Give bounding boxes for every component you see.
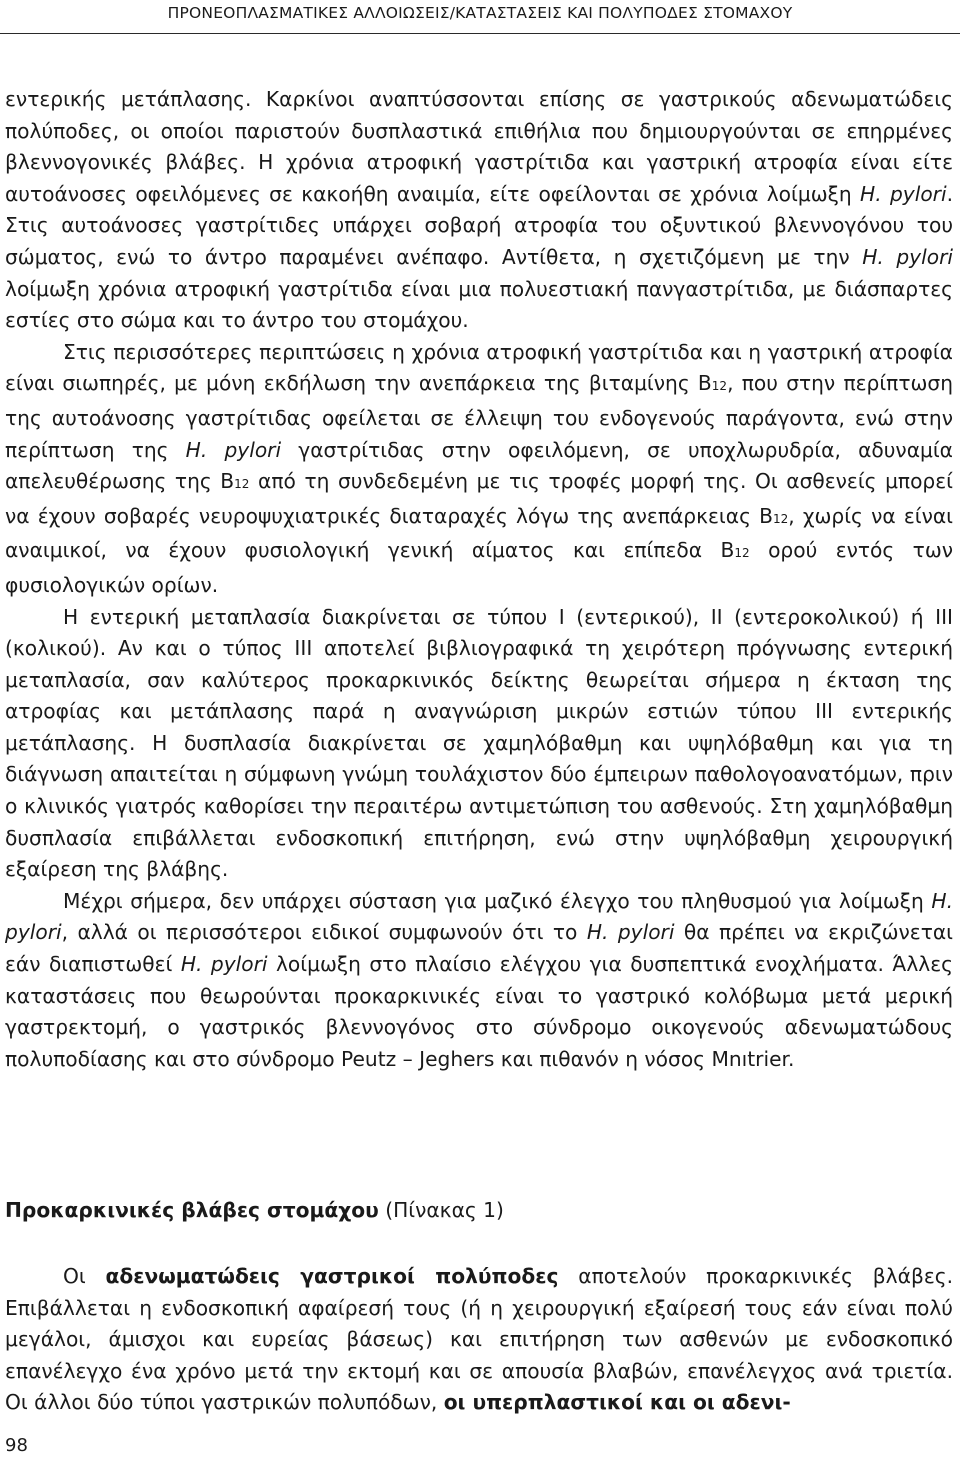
italic-term: H. pylori: [860, 181, 947, 206]
text-run: Οι: [63, 1264, 106, 1288]
text-run: από τη συνδεδεμένη με τις τροφές μορφή της. Οι ασθενείς μπορεί να έχουν σοβαρές νευροψυχιατρικές διαταραχές λόγω της ανεπάρκειας Β: [5, 469, 953, 528]
paragraph-3: Η εντερική μεταπλασία διακρίνεται σε τύπου Ι (εντερικού), ΙΙ (εντεροκολικού) ή ΙΙΙ (κολικού). Αν και ο τύπος ΙΙΙ αποτελεί βιβλιογραφικά τη χειρότερη πρόγνωσης εντερική μεταπλασία, σαν καλύτερος προκαρκινικός δείκτης θεωρείται σήμερα η έκταση της ατροφίας και μετάπλασης παρά η αναγνώριση μικρών εστιών τύπου ΙΙΙ εντερικής μετάπλασης. Η δυσπλασία διακρίνεται σε χαμηλόβαθμη και υψηλόβαθμη και για τη διάγνωση απαιτείται η σύμφωνη γνώμη τουλάχιστον δύο έμπειρων παθολογοανατόμων, πριν ο κλινικός γιατρός καθορίσει την περαιτέρω αντιμετώπιση του ασθενούς. Στη χαμηλόβαθμη δυσπλασία επιβάλλεται ενδοσκοπική επιτήρηση, ενώ στην υψηλόβαθμη χειρουργική εξαίρεση της βλάβης.: [5, 604, 953, 882]
text-run: , αλλά οι περισσότεροι ειδικοί συμφωνούν ότι το: [61, 920, 587, 945]
text-run: . Στις αυτοάνοσες γαστρίτιδες υπάρχει σοβαρή ατροφία του οξυντικού βλεννογόνου του σώματος, ενώ το άντρο παραμένει ανέπαφο. Αντίθετα, η σχετιζόμενη με την: [5, 181, 953, 269]
bold-term: οι υπερπλαστικοί και οι αδενι-: [443, 1390, 791, 1415]
paragraph-5: [5, 1261, 953, 1419]
main-text: [5, 84, 953, 1075]
italic-term: H. pylori: [862, 244, 953, 269]
paragraph-2: [5, 337, 953, 602]
page-number: 98: [5, 1435, 28, 1456]
subscript: 12: [234, 477, 250, 492]
italic-term: H. pylori: [586, 920, 675, 945]
text-run: γαστρίτιδας στην οφειλόμενη, σε υποχλωρυδρία, αδυναμία απελευθέρωσης της Β: [5, 437, 953, 494]
text-run: εντερικής μετάπλασης. Καρκίνοι αναπτύσσονται επίσης σε γαστρικούς αδενωματώδεις πολύποδες, οι οποίοι παριστούν δυσπλαστικά επιθήλια που δημιουργούνται σε επηρμένες βλεννογονικές βλάβες. Η χρόνια ατροφική γαστρίτιδα και γαστρική ατροφία είναι είτε αυτοάνοσες οφειλόμενες σε κακοήθη αναιμία, είτε οφείλονται σε χρόνια λοίμωξη: [5, 87, 953, 206]
subscript: 12: [772, 511, 789, 526]
text-run: , που στην περίπτωση της αυτοάνοσης γαστρίτιδας οφείλεται σε έλλειψη του ενδογενούς παράγοντα, ενώ στην περίπτωση της: [5, 371, 953, 462]
text-run: λοίμωξη στο πλαίσιο ελέγχου για δυσπεπτικά ενοχλήματα. Άλλες καταστάσεις που θεωρούνται προκαρκινικές είναι το γαστρικό κολόβωμα μετά μερική γαστρεκτομή, ο γαστρικός βλεννογόνος στο σύνδρομο οικογενούς αδενωματώδους πολυποδίασης και στο σύνδρομο Peutz – Jeghers και πιθανόν η νόσος Mnıtrier.: [5, 952, 953, 1071]
section-heading: [5, 1195, 953, 1227]
text-run: Μέχρι σήμερα, δεν υπάρχει σύσταση για μαζικό έλεγχο του πληθυσμού για λοίμωξη: [63, 888, 932, 913]
heading-bold: Προκαρκινικές βλάβες στομάχου: [5, 1198, 379, 1222]
bold-term: αδενωματώδεις γαστρικοί πολύποδες: [105, 1264, 559, 1288]
paragraph-1: [5, 84, 953, 337]
text-run: αποτελούν προκαρκινικές βλάβες. Επιβάλλεται η ενδοσκοπική αφαίρεσή τους (ή η χειρουργική εξαίρεσή τους εάν είναι πολύ μεγάλοι, άμισχοι και ευρείας βάσεως) και επιτήρηση των ασθενών με ενδοσκοπικό επανέλεγχο ένα χρόνο μετά την εκτομή και σε απουσία βλαβών, επανέλεγχος ανά τριετία. Οι άλλοι δύο τύποι γαστρικών πολυπόδων,: [5, 1264, 954, 1415]
subscript: 12: [711, 379, 728, 394]
header-divider: [0, 33, 960, 34]
text-run: , χωρίς να είναι αναιμικοί, να έχουν φυσιολογική γενική αίματος και επίπεδα Β: [5, 503, 953, 563]
text-run: θα πρέπει να εκριζώνεται εάν διαπιστωθεί: [5, 920, 953, 977]
paragraph-4: [5, 886, 953, 1076]
italic-term: H. pylori: [180, 952, 268, 977]
running-header: ΠΡΟΝΕΟΠΛΑΣΜΑΤΙΚΕΣ ΑΛΛΟΙΩΣΕΙΣ/ΚΑΤΑΣΤΑΣΕΙΣ ΚΑΙ ΠΟΛΥΠΟΔΕΣ ΣΤΟΜΑΧΟΥ: [167, 4, 793, 22]
italic-term: H. pylori: [5, 888, 953, 945]
heading-rest: (Πίνακας 1): [378, 1198, 504, 1222]
italic-term: H. pylori: [185, 437, 282, 462]
text-run: ορού εντός των φυσιολογικών ορίων.: [5, 538, 954, 597]
subscript: 12: [734, 546, 750, 561]
text-run: λοίμωξη χρόνια ατροφική γαστρίτιδα είναι μια πολυεστιακή πανγαστρίτιδα, με διάσπαρτες εστίες στο σώμα και το άντρο του στομάχου.: [5, 276, 953, 333]
text-run: Στις περισσότερες περιπτώσεις η χρόνια ατροφική γαστρίτιδα και η γαστρική ατροφία είναι σιωπηρές, με μόνη εκδήλωση την ανεπάρκεια της βιταμίνης Β: [5, 339, 953, 396]
